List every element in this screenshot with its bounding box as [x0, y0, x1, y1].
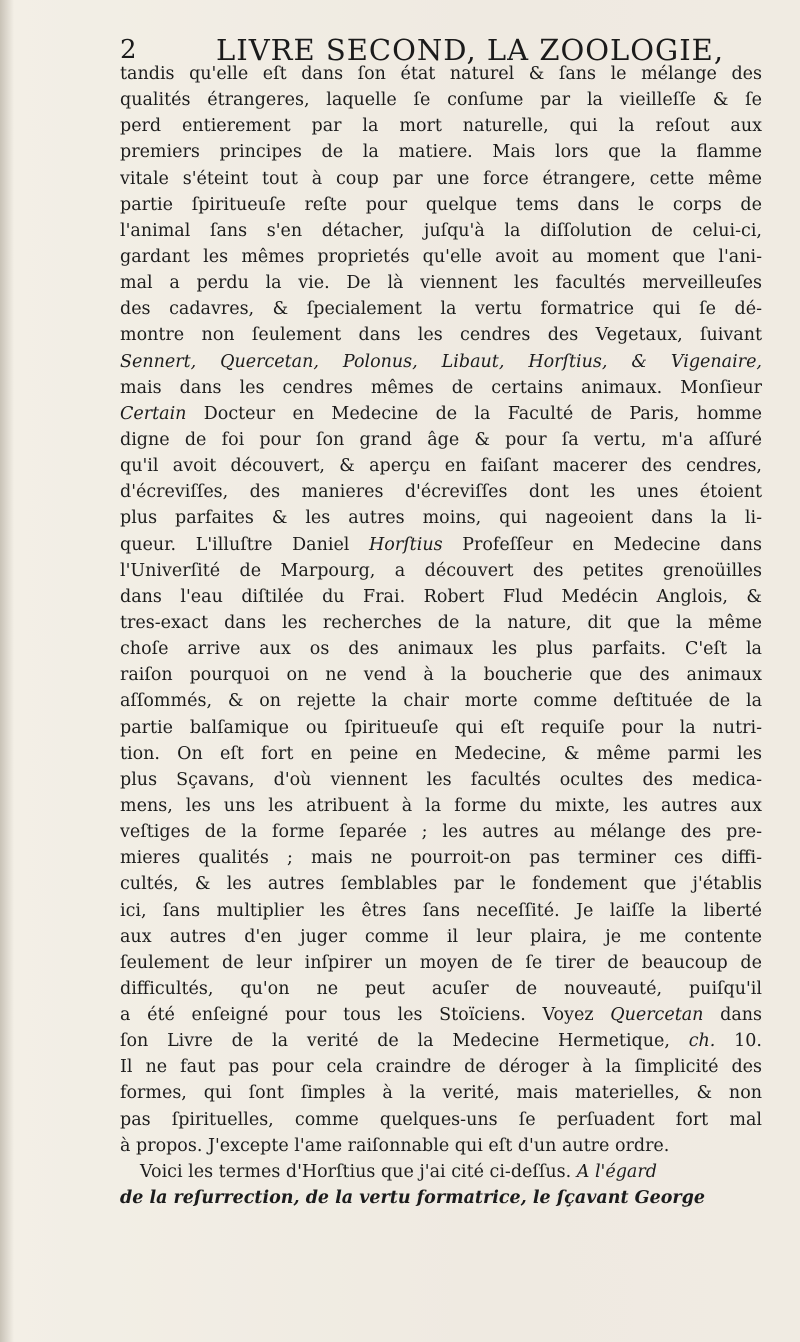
text-line: vitale s'éteint tout à coup par une force étrangere, cette même [120, 168, 762, 189]
text-line [120, 401, 762, 427]
text-line: dans l'eau diſtilée du Frai. Robert Flud Medécin Anglois, & [120, 586, 762, 607]
text-line: tandis qu'elle eſt dans ſon état naturel & ſans le mélange des [120, 64, 762, 84]
text-roman: a été enſeigné pour tous les Stoïciens. Voyez [120, 1005, 611, 1026]
text-line: Il ne faut pas pour cela craindre de déroger à la ſimplicité des [120, 1057, 762, 1078]
text-italic: ch. [688, 1031, 716, 1052]
text-line [120, 1028, 762, 1054]
text-italic: de la reſurrection, de la vertu formatrice, le ſçavant George [120, 1188, 706, 1209]
text-roman: dans [703, 1005, 762, 1026]
text-line: aſſommés, & on rejette la chair morte comme deſtituée de la [120, 691, 762, 712]
page-number: 2 [120, 35, 137, 65]
text-line: d'écreviſſes, des manieres d'écreviſſes dont les unes étoient [120, 482, 762, 503]
text-line: partie balſamique ou ſpiritueuſe qui eſt requiſe pour la nutri- [120, 717, 762, 738]
body-text [120, 61, 762, 1211]
text-line [120, 349, 762, 375]
text-line: digne de foi pour ſon grand âge & pour ſa vertu, m'a aſſuré [120, 429, 762, 450]
text-line: raiſon pourquoi on ne vend à la boucherie que des animaux [120, 665, 762, 686]
text-line: qu'il avoit découvert, & aperçu en faiſant macerer des cendres, [120, 456, 762, 477]
text-line: partie ſpiritueuſe reſte pour quelque tems dans le corps de [120, 194, 762, 215]
text-line: qualités étrangeres, laquelle ſe conſume par la vieilleſſe & ſe [120, 90, 762, 111]
binding-shadow [0, 0, 14, 1342]
text-line: mais dans les cendres mêmes de certains animaux. Monſieur [120, 377, 762, 398]
text-line: tion. On eſt fort en peine en Medecine, & même parmi les [120, 743, 762, 764]
text-line: gardant les mêmes proprietés qu'elle avoit au moment que l'ani- [120, 246, 762, 267]
text-italic: Horſtius [369, 534, 443, 555]
text-line: premiers principes de la matiere. Mais lors que la flamme [120, 142, 762, 163]
text-line: choſe arrive aux os des animaux les plus parfaits. C'eſt la [120, 639, 762, 660]
text-line: des cadavres, & ſpecialement la vertu formatrice qui ſe dé- [120, 299, 762, 320]
text-line: pas ſpirituelles, comme quelques-uns ſe perſuadent fort mal [120, 1109, 762, 1130]
text-line: veſtiges de la forme ſeparée ; les autres au mélange des pre- [120, 822, 762, 843]
text-line: à propos. J'excepte l'ame raiſonnable qui eſt d'un autre ordre. [120, 1135, 670, 1156]
text-line: difficultés, qu'on ne peut acuſer de nouveauté, puiſqu'il [120, 978, 762, 999]
text-line [120, 1002, 762, 1028]
text-line: montre non ſeulement dans les cendres des Vegetaux, ſuivant [120, 325, 762, 346]
text-line: plus parfaites & les autres moins, qui nageoient dans la li- [120, 508, 762, 529]
text-italic: A l'égard [576, 1161, 657, 1182]
text-line: ici, ſans multiplier les êtres ſans neceſſité. Je laiſſe la liberté [120, 900, 762, 921]
text-roman: ſon Livre de la verité de la Medecine Hermetique, [120, 1031, 689, 1052]
text-line: ſeulement de leur inſpirer un moyen de ſe tirer de beaucoup de [120, 952, 762, 973]
text-line [120, 532, 762, 558]
text-line: formes, qui ſont ſimples à la verité, mais materielles, & non [120, 1083, 762, 1104]
text-roman: 10. [715, 1031, 762, 1052]
text-roman: Profeſſeur en Medecine dans [442, 534, 762, 555]
text-roman: queur. L'illuſtre Daniel [120, 534, 370, 555]
text-line: l'Univerſité de Marpourg, a découvert des petites grenoüilles [120, 560, 762, 581]
text-line: tres-exact dans les recherches de la nature, dit que la même [120, 612, 762, 633]
text-italic: Quercetan [610, 1005, 704, 1026]
text-line [120, 1159, 762, 1185]
text-roman: Voici les termes d'Horſtius que j'ai cité ci-deſſus. [140, 1161, 577, 1182]
text-line [120, 1185, 762, 1211]
text-line: mieres qualités ; mais ne pourroit-on pas terminer ces diffi- [120, 848, 762, 869]
text-line: l'animal ſans s'en détacher, juſqu'à la diſſolution de celui-ci, [120, 220, 762, 241]
text-italic: Certain [120, 403, 187, 424]
text-line: aux autres d'en juger comme il leur plaira, je me contente [120, 926, 762, 947]
text-italic: Sennert, Quercetan, Polonus, Libaut, Horſtius, & Vigenaire, [120, 351, 762, 372]
text-line: perd entierement par la mort naturelle, qui la reſout aux [120, 116, 762, 137]
text-line: plus Sçavans, d'où viennent les facultés ocultes des medica- [120, 769, 762, 790]
text-line: mal a perdu la vie. De là viennent les facultés merveilleuſes [120, 273, 762, 294]
text-roman: Docteur en Medecine de la Faculté de Paris, homme [186, 403, 762, 424]
text-line: mens, les uns les atribuent à la forme du mixte, les autres aux [120, 795, 762, 816]
running-title: LIVRE SECOND, LA ZOOLOGIE, [216, 33, 725, 67]
text-line: cultés, & les autres ſemblables par le fondement que j'établis [120, 874, 762, 895]
